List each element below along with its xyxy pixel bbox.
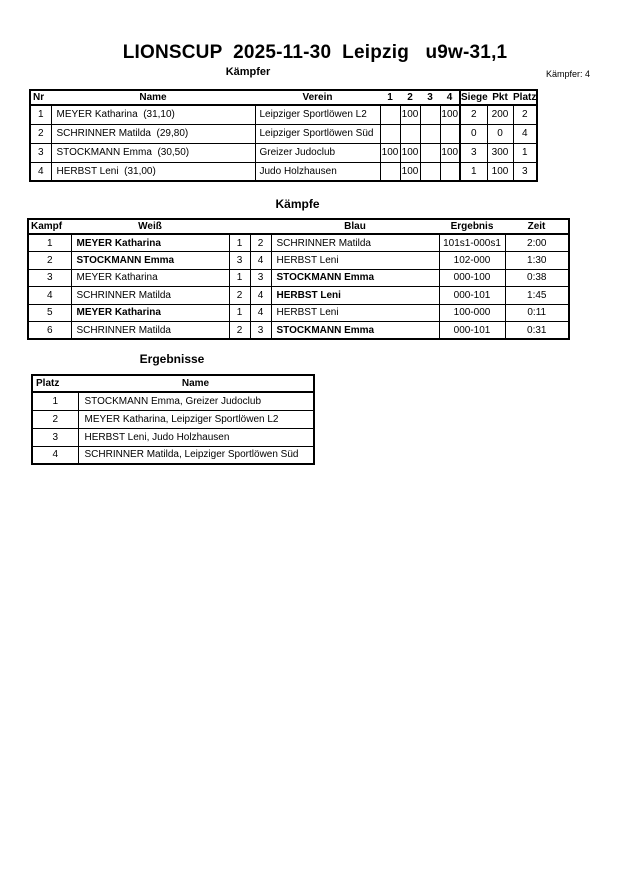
fight-number: 2 xyxy=(28,252,71,270)
fighter-row xyxy=(30,162,537,181)
fighter-score-2: 100 xyxy=(400,143,420,162)
fighter-score-4 xyxy=(440,124,460,143)
fighter-platz: 4 xyxy=(513,124,537,143)
fight-row xyxy=(28,252,569,270)
col-header-platz: Platz xyxy=(513,92,537,103)
fighter-score-1 xyxy=(380,105,400,124)
fight-white-name: STOCKMANN Emma xyxy=(71,252,229,270)
col-header-round-2: 2 xyxy=(400,90,420,105)
result-name: HERBST Leni, Judo Holzhausen xyxy=(78,428,314,446)
fighter-platz: 1 xyxy=(513,143,537,162)
result-row xyxy=(32,410,314,428)
fight-white-nr: 1 xyxy=(229,269,250,287)
fighter-score-3 xyxy=(420,124,440,143)
col-header-zeit: Zeit xyxy=(505,219,569,234)
results-header-row xyxy=(32,375,314,392)
fight-time: 0:11 xyxy=(505,304,569,322)
result-place: 2 xyxy=(32,410,78,428)
fight-row xyxy=(28,304,569,322)
col-header-round-4: 4 xyxy=(440,90,460,105)
result-row xyxy=(32,446,314,464)
col-header-blau: Blau xyxy=(271,219,439,234)
result-row xyxy=(32,392,314,410)
fighter-score-4 xyxy=(440,162,460,181)
fight-white-name: SCHRINNER Matilda xyxy=(71,322,229,340)
fighter-score-4: 100 xyxy=(440,105,460,124)
fighter-score-2: 100 xyxy=(400,105,420,124)
fighter-count-label: Kämpfer: 4 xyxy=(546,69,591,79)
col-header-platz: Platz xyxy=(32,375,78,392)
fight-number: 5 xyxy=(28,304,71,322)
col-header-ergebnis: Ergebnis xyxy=(439,219,505,234)
fights-table xyxy=(27,218,570,340)
fighter-platz: 3 xyxy=(513,162,537,181)
fighter-name: HERBST Leni (31,00) xyxy=(51,162,255,181)
fight-row xyxy=(28,234,569,252)
fight-time: 0:31 xyxy=(505,322,569,340)
col-header-kampf: Kampf xyxy=(28,219,71,234)
fight-blue-nr: 3 xyxy=(250,269,271,287)
col-header-weiss-nr xyxy=(229,219,250,234)
fighter-score-2 xyxy=(400,124,420,143)
col-header-round-3: 3 xyxy=(420,90,440,105)
fighter-nr: 3 xyxy=(30,143,51,162)
fight-result: 000-101 xyxy=(439,322,505,340)
fight-result: 000-101 xyxy=(439,287,505,305)
fighter-club: Greizer Judoclub xyxy=(255,143,380,162)
fight-time: 1:30 xyxy=(505,252,569,270)
fighter-siege: 2 xyxy=(460,105,487,124)
fighter-siege: 3 xyxy=(460,143,487,162)
col-header-name: Name xyxy=(51,90,255,105)
fight-blue-name: HERBST Leni xyxy=(271,304,439,322)
fight-blue-name: HERBST Leni xyxy=(271,287,439,305)
fight-number: 1 xyxy=(28,234,71,252)
fighter-score-1: 100 xyxy=(380,143,400,162)
fight-blue-nr: 4 xyxy=(250,287,271,305)
fights-header-row xyxy=(28,219,569,234)
fighter-nr: 1 xyxy=(30,105,51,124)
fighters-table xyxy=(29,89,538,182)
fighter-club: Judo Holzhausen xyxy=(255,162,380,181)
fight-row xyxy=(28,269,569,287)
fight-number: 3 xyxy=(28,269,71,287)
fighter-pkt: 0 xyxy=(487,124,513,143)
fighters-header-row xyxy=(30,90,537,105)
fight-row xyxy=(28,287,569,305)
fighter-name: MEYER Katharina (31,10) xyxy=(51,105,255,124)
col-header-weiss: Weiß xyxy=(71,219,229,234)
fight-blue-nr: 2 xyxy=(250,234,271,252)
fighter-row xyxy=(30,105,537,124)
fighter-row xyxy=(30,124,537,143)
fight-white-nr: 1 xyxy=(229,304,250,322)
fighter-pkt: 100 xyxy=(487,162,513,181)
fight-white-name: MEYER Katharina xyxy=(71,234,229,252)
result-name: MEYER Katharina, Leipziger Sportlöwen L2 xyxy=(78,410,314,428)
fighter-row xyxy=(30,143,537,162)
fight-number: 4 xyxy=(28,287,71,305)
fighter-score-1 xyxy=(380,124,400,143)
col-header-nr: Nr xyxy=(30,90,51,105)
fight-row xyxy=(28,322,569,340)
fighter-pkt: 300 xyxy=(487,143,513,162)
fight-white-nr: 3 xyxy=(229,252,250,270)
result-row xyxy=(32,428,314,446)
fighter-club: Leipziger Sportlöwen L2 xyxy=(255,105,380,124)
fight-white-nr: 1 xyxy=(229,234,250,252)
fight-result: 100-000 xyxy=(439,304,505,322)
result-place: 3 xyxy=(32,428,78,446)
fight-result: 102-000 xyxy=(439,252,505,270)
fight-blue-nr: 4 xyxy=(250,252,271,270)
page-title: LIONSCUP 2025-11-30 Leipzig u9w-31,1 xyxy=(122,42,508,63)
fight-blue-name: STOCKMANN Emma xyxy=(271,322,439,340)
fight-time: 0:38 xyxy=(505,269,569,287)
fight-result: 101s1-000s1 xyxy=(439,234,505,252)
fighter-score-3 xyxy=(420,143,440,162)
fighter-nr: 2 xyxy=(30,124,51,143)
col-header-round-1: 1 xyxy=(380,90,400,105)
fighter-name: SCHRINNER Matilda (29,80) xyxy=(51,124,255,143)
fighter-score-2: 100 xyxy=(400,162,420,181)
fighter-nr: 4 xyxy=(30,162,51,181)
result-name: STOCKMANN Emma, Greizer Judoclub xyxy=(78,392,314,410)
fight-blue-nr: 3 xyxy=(250,322,271,340)
results-section-title: Ergebnisse xyxy=(139,352,205,366)
fight-white-nr: 2 xyxy=(229,322,250,340)
col-header-verein: Verein xyxy=(255,90,380,105)
fight-number: 6 xyxy=(28,322,71,340)
fight-blue-name: HERBST Leni xyxy=(271,252,439,270)
col-header-siege: Siege xyxy=(461,92,488,103)
col-header-pkt: Pkt xyxy=(487,90,513,105)
fights-section-title: Kämpfe xyxy=(275,197,320,211)
fight-white-nr: 2 xyxy=(229,287,250,305)
fight-blue-nr: 4 xyxy=(250,304,271,322)
fighter-siege: 1 xyxy=(460,162,487,181)
result-place: 1 xyxy=(32,392,78,410)
fighter-name: STOCKMANN Emma (30,50) xyxy=(51,143,255,162)
fight-white-name: MEYER Katharina xyxy=(71,269,229,287)
fighter-club: Leipziger Sportlöwen Süd xyxy=(255,124,380,143)
fighter-score-4: 100 xyxy=(440,143,460,162)
fighter-siege: 0 xyxy=(460,124,487,143)
fighter-score-3 xyxy=(420,162,440,181)
fighters-section-title: Kämpfer xyxy=(225,66,271,78)
col-header-name: Name xyxy=(78,375,314,392)
fighter-score-1 xyxy=(380,162,400,181)
fight-time: 2:00 xyxy=(505,234,569,252)
fighter-score-3 xyxy=(420,105,440,124)
results-table xyxy=(31,374,315,465)
fight-result: 000-100 xyxy=(439,269,505,287)
fight-blue-name: SCHRINNER Matilda xyxy=(271,234,439,252)
fight-blue-name: STOCKMANN Emma xyxy=(271,269,439,287)
col-header-blau-nr xyxy=(250,219,271,234)
fight-time: 1:45 xyxy=(505,287,569,305)
fighter-pkt: 200 xyxy=(487,105,513,124)
fight-white-name: MEYER Katharina xyxy=(71,304,229,322)
result-place: 4 xyxy=(32,446,78,464)
fight-white-name: SCHRINNER Matilda xyxy=(71,287,229,305)
result-name: SCHRINNER Matilda, Leipziger Sportlöwen Süd xyxy=(78,446,314,464)
fighter-platz: 2 xyxy=(513,105,537,124)
